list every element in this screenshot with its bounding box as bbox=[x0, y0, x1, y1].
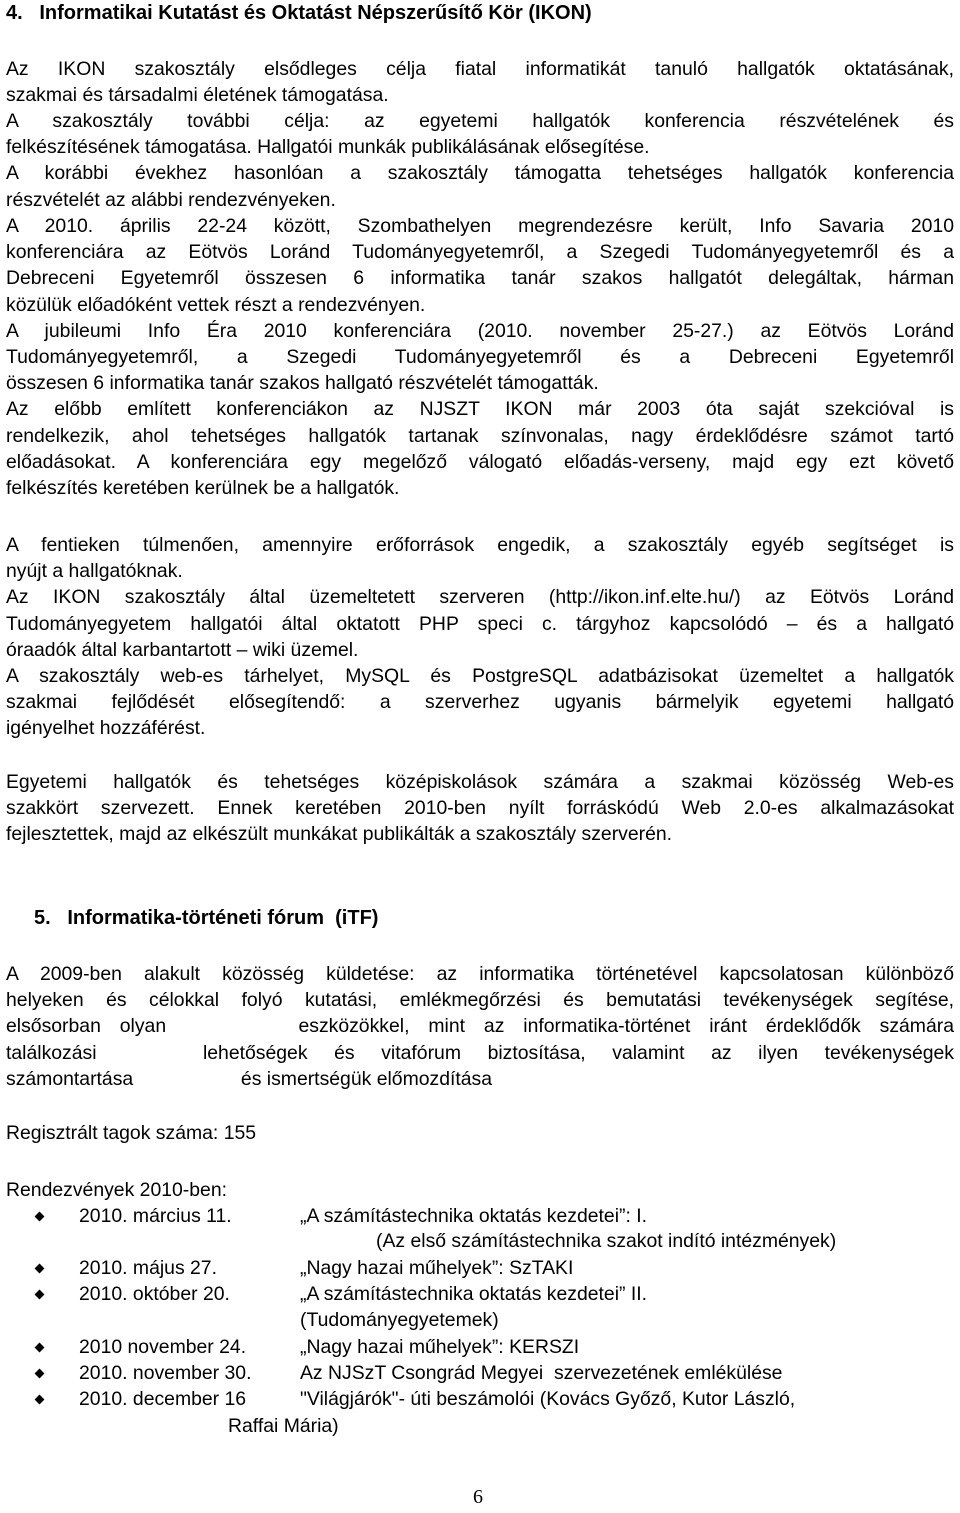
text-line: Az IKON szakosztály által üzemeltetett szerveren (http://ikon.inf.elte.hu/) az Eötvös Loránd bbox=[6, 586, 954, 609]
text-line: A korábbi évekhez hasonlóan a szakosztály támogatta tehetséges hallgatók konferencia bbox=[6, 162, 954, 185]
diamond-bullet-icon bbox=[35, 1264, 45, 1274]
text-line: A szakosztály web-es tárhelyet, MySQL és PostgreSQL adatbázisokat üzemeltet a hallgatók bbox=[6, 664, 954, 687]
event-title-continuation: (Tudományegyetemek) bbox=[300, 1309, 499, 1331]
text-line: felkészítésének támogatása. Hallgatói munkák publikálásának elősegítése. bbox=[6, 136, 650, 159]
text-line: felkészítés keretében kerülnek be a hallgatók. bbox=[6, 476, 400, 499]
text-line: Debreceni Egyetemről összesen 6 informatika tanár szakos hallgatót delegáltak, hárman bbox=[6, 267, 954, 290]
text-line: A szakosztály további célja: az egyetemi hallgatók konferencia részvételének és bbox=[6, 110, 954, 132]
text-line: óraadók által karbantartott – wiki üzemel. bbox=[6, 638, 359, 661]
event-date: 2010. március 11. bbox=[79, 1205, 232, 1227]
text-line: helyeken és célokkal folyó kutatási, emlékmegőrzési és bemutatási tevékenységek segítése, bbox=[6, 989, 954, 1012]
diamond-bullet-icon bbox=[35, 1369, 45, 1379]
event-title: „A számítástechnika oktatás kezdetei”: I. bbox=[300, 1205, 648, 1227]
page-number: 6 bbox=[473, 1486, 483, 1508]
diamond-bullet-icon bbox=[35, 1212, 45, 1222]
text-line: A 2009-ben alakult közösség küldetése: az informatika történetével kapcsolatosan különböző bbox=[6, 963, 954, 985]
event-title: „Nagy hazai műhelyek”: SzTAKI bbox=[300, 1257, 574, 1279]
registered-members: Regisztrált tagok száma: 155 bbox=[6, 1122, 257, 1144]
event-title: „Nagy hazai műhelyek”: KERSZI bbox=[300, 1336, 580, 1358]
event-date: 2010. május 27. bbox=[79, 1257, 217, 1279]
event-item bbox=[0, 1257, 960, 1283]
text-line: nyújt a hallgatóknak. bbox=[6, 560, 183, 583]
diamond-bullet-icon bbox=[35, 1395, 45, 1405]
text-line: Az IKON szakosztály elsődleges célja fiatal informatikát tanuló hallgatók oktatásának, bbox=[6, 58, 954, 80]
text-line: összesen 6 informatika tanár szakos hallgató részvételét támogatták. bbox=[6, 372, 599, 395]
event-date: 2010. november 30. bbox=[79, 1362, 252, 1384]
event-title-continuation: (Az első számítástechnika szakot indító intézmények) bbox=[376, 1230, 837, 1252]
events-label: Rendezvények 2010-ben: bbox=[6, 1179, 227, 1201]
text-line: A 2010. április 22-24 között, Szombathelyen megrendezésre került, Info Savaria 2010 bbox=[6, 215, 954, 237]
section-4-paragraph-2 bbox=[6, 108, 954, 213]
section-5-heading: 5. Informatika-történeti fórum (iTF) bbox=[34, 907, 379, 929]
text-line: részvételét az alábbi rendezvényeken. bbox=[6, 188, 336, 211]
event-date: 2010. október 20. bbox=[79, 1283, 230, 1305]
event-title-continuation: Raffai Mária) bbox=[228, 1415, 339, 1437]
event-date: 2010. december 16 bbox=[79, 1388, 247, 1410]
text-line: fejlesztettek, majd az elkészült munkákat publikálták a szakosztály szerverén. bbox=[6, 823, 673, 846]
section-4-paragraph-5 bbox=[6, 769, 954, 848]
event-title: "Világjárók"- úti beszámolói (Kovács Győző, Kutor László, bbox=[300, 1388, 796, 1410]
event-item bbox=[0, 1205, 960, 1231]
section-4-heading: 4. Informatikai Kutatást és Oktatást Népszerűsítő Kör (IKON) bbox=[6, 2, 592, 24]
event-item bbox=[0, 1388, 960, 1414]
event-item bbox=[0, 1362, 960, 1388]
text-line: szakmai fejlődését elősegítendő: a szerverhez ugyanis bármelyik egyetemi hallgató bbox=[6, 691, 954, 714]
text-line: igényelhet hozzáférést. bbox=[6, 717, 206, 740]
section-5-paragraph-1 bbox=[6, 961, 954, 1092]
text-line: Tudományegyetemről, a Szegedi Tudományegyetemről és a Debreceni Egyetemről bbox=[6, 345, 954, 368]
event-item bbox=[0, 1336, 960, 1362]
text-line: szakkört szervezett. Ennek keretében 2010-ben nyílt forráskódú Web 2.0-es alkalmazásokat bbox=[6, 797, 954, 820]
text-line: A jubileumi Info Éra 2010 konferenciára (2010. november 25-27.) az Eötvös Loránd bbox=[6, 319, 954, 342]
text-line: Egyetemi hallgatók és tehetséges középiskolások számára a szakmai közösség Web-es bbox=[6, 771, 954, 793]
text-line: Tudományegyetem hallgatói által oktatott PHP speci c. tárgyhoz kapcsolódó – és a hallgató bbox=[6, 612, 954, 635]
event-title: „A számítástechnika oktatás kezdetei” II. bbox=[300, 1283, 648, 1305]
text-line: Az előbb említett konferenciákon az NJSZT IKON már 2003 óta saját szekcióval is bbox=[6, 398, 954, 421]
text-line: közülük előadóként vettek részt a rendezvényen. bbox=[6, 293, 426, 316]
text-line: rendelkezik, ahol tehetséges hallgatók tartanak színvonalas, nagy érdeklődésre számot tartó bbox=[6, 424, 954, 447]
section-4-paragraph-4 bbox=[6, 532, 954, 742]
text-line: elsősorban olyan eszközökkel, mint az informatika-történet iránt érdeklődők számára bbox=[6, 1015, 954, 1038]
section-4-paragraph-3 bbox=[6, 213, 954, 501]
event-title: Az NJSzT Csongrád Megyei szervezetének emlékülése bbox=[300, 1362, 783, 1384]
section-4-paragraph-1 bbox=[6, 56, 954, 108]
text-line: találkozási lehetőségek és vitafórum biztosítása, valamint az ilyen tevékenységek bbox=[6, 1041, 954, 1064]
diamond-bullet-icon bbox=[35, 1290, 45, 1300]
diamond-bullet-icon bbox=[35, 1343, 45, 1353]
event-item bbox=[0, 1283, 960, 1309]
event-date: 2010 november 24. bbox=[79, 1336, 247, 1358]
text-line: előadásokat. A konferenciára egy megelőző válogató előadás-verseny, majd egy ezt követő bbox=[6, 450, 954, 473]
text-line: számontartása és ismertségük előmozdítása bbox=[6, 1067, 493, 1090]
text-line: konferenciára az Eötvös Loránd Tudományegyetemről, a Szegedi Tudományegyetemről és a bbox=[6, 241, 954, 264]
text-line: szakmai és társadalmi életének támogatása. bbox=[6, 84, 389, 107]
text-line: A fentieken túlmenően, amennyire erőforrások engedik, a szakosztály egyéb segítséget is bbox=[6, 534, 954, 556]
